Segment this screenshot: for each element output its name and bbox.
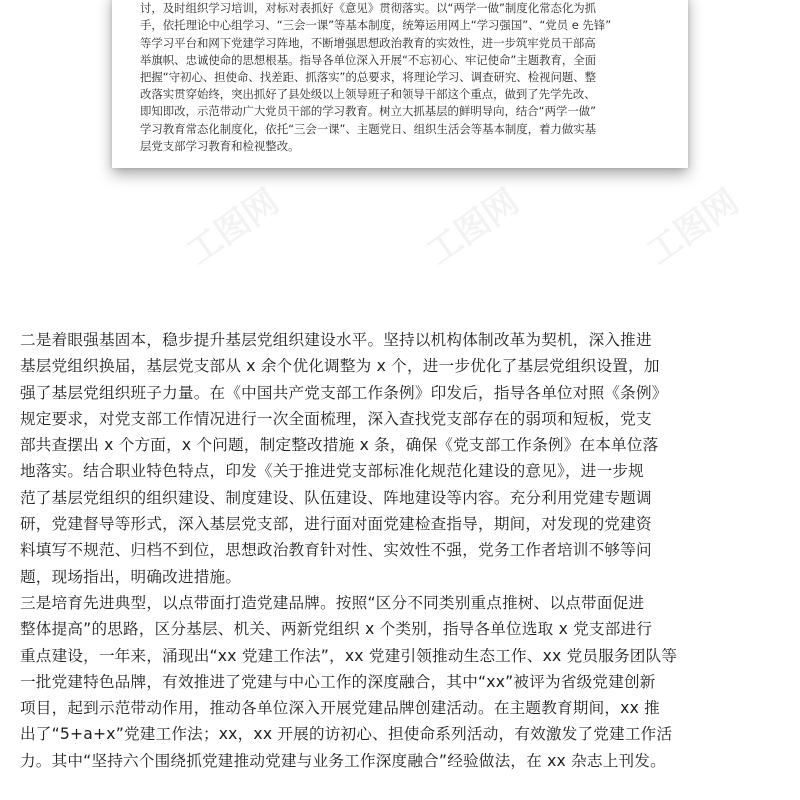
body-text-line: 一批党建特色品牌，有效推进了党建与中心工作的深度融合，其中“xx”被评为省级党建创新 — [20, 672, 656, 691]
card-text-line: 把握“守初心、担使命、找差距、抓落实”的总要求，将理论学习、调查研究、检视问题、整 — [140, 69, 597, 84]
document-body — [20, 327, 780, 774]
watermark: 工图网 — [639, 181, 747, 274]
body-text-line: 出了“5+a+x”党建工作法；xx，xx 开展的访初心、担使命系列活动，有效激发了党建工作活 — [20, 725, 673, 744]
watermark: 工图网 — [419, 181, 527, 274]
card-text-line: 讨，及时组织学习培训，对标对表抓好《意见》贯彻落实。以“两学一做”制度化常态化为抓 — [140, 1, 597, 16]
body-text-line: 三是培育先进典型，以点带面打造党建品牌。按照“区分不同类别重点推树、以点带面促进 — [20, 593, 645, 612]
body-text-line: 规定要求，对党支部工作情况进行一次全面梳理，深入查找党支部存在的弱项和短板，党支 — [20, 409, 652, 428]
preview-area — [0, 0, 800, 300]
body-text-line: 部共查摆出 x 个方面，x 个问题，制定整改措施 x 条，确保《党支部工作条例》在本单位落 — [20, 436, 659, 455]
body-text-line: 基层党组织换届，基层党支部从 x 余个优化调整为 x 个，进一步优化了基层党组织设置，加 — [20, 357, 660, 376]
body-text-line: 力。其中“坚持六个围绕抓党建推动党建与业务工作深度融合”经验做法，在 xx 杂志上刊发。 — [20, 751, 666, 770]
body-text-line: 题，现场指出，明确改进措施。 — [20, 567, 242, 586]
body-text-line: 地落实。结合职业特色特点，印发《关于推进党支部标准化规范化建设的意见》，进一步规 — [20, 462, 644, 481]
body-text-line: 范了基层党组织的组织建设、制度建设、队伍建设、阵地建设等内容。充分利用党建专题调 — [20, 488, 652, 507]
body-text-line: 重点建设，一年来，涌现出“xx 党建工作法”，xx 党建引领推动生态工作、xx 党员服务团队等 — [20, 646, 678, 665]
card-text-line: 即知即改，示范带动广大党员干部的学习教育。树立大抓基层的鲜明导向，结合“两学一做” — [140, 104, 597, 119]
card-text-line: 层党支部学习教育和检视整改。 — [140, 138, 300, 153]
body-text-line: 项目，起到示范带动作用，推动各单位深入开展党建品牌创建活动。在主题教育期间，xx 推 — [20, 699, 660, 718]
card-text-line: 改落实贯穿始终，突出抓好了县处级以上领导班子和领导干部这个重点，做到了先学先改、 — [140, 87, 596, 102]
body-text-line: 整体提高”的思路，区分基层、机关、两新党组织 x 个类别，指导各单位选取 x 党支部进行 — [20, 620, 653, 639]
watermark: 工图网 — [179, 181, 287, 274]
body-text-line: 研，党建督导等形式，深入基层党支部，进行面对面党建检查指导，期间，对发现的党建资 — [20, 515, 652, 534]
document-page-card — [112, 0, 688, 168]
body-text-line: 料填写不规范、归档不到位，思想政治教育针对性、实效性不强，党务工作者培训不够等问 — [20, 541, 652, 560]
card-text-line: 学习教育常态化制度化，依托“三会一课”、主题党日、组织生活会等基本制度，着力做实基 — [140, 121, 597, 136]
body-text-line: 强了基层党组织班子力量。在《中国共产党支部工作条例》印发后，指导各单位对照《条例》 — [20, 383, 668, 402]
card-text-line: 等学习平台和网下党建学习阵地，不断增强思想政治教育的实效性，进一步筑牢党员干部高 — [140, 35, 596, 50]
body-text-line: 二是着眼强基固本，稳步提升基层党组织建设水平。坚持以机构体制改革为契机，深入推进 — [20, 331, 652, 349]
card-text-line: 手，依托理论中心组学习、“三会一课”等基本制度，统筹运用网上“学习强国”、“党员 e 先锋” — [140, 18, 612, 33]
card-text-line: 举旗帜、忠诚使命的思想根基。指导各单位深入开展“不忘初心、牢记使命”主题教育，全面 — [140, 52, 597, 67]
